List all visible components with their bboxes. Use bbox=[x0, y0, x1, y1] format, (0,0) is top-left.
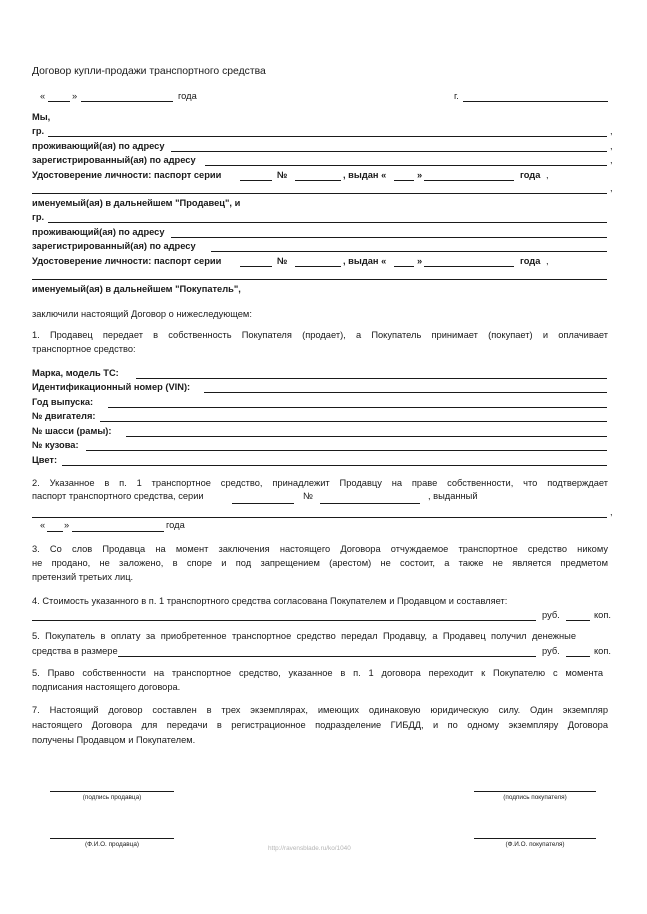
vehicle-year-field[interactable] bbox=[108, 407, 607, 408]
seller-name-comma: , bbox=[610, 126, 613, 136]
pts-date-month-field[interactable] bbox=[72, 531, 164, 532]
seller-named-label: именуемый(ая) в дальнейшем "Продавец", и bbox=[32, 198, 241, 208]
city-field[interactable] bbox=[463, 101, 608, 102]
seller-issued-year-label: года bbox=[520, 170, 541, 180]
seller-registered-label: зарегистрированный(ая) по адресу bbox=[32, 155, 196, 165]
vehicle-color-field[interactable] bbox=[62, 465, 607, 466]
buyer-issued-month-field[interactable] bbox=[424, 266, 514, 267]
vehicle-vin-label: Идентификационный номер (VIN): bbox=[32, 382, 191, 392]
buyer-passport-number-field[interactable] bbox=[295, 266, 341, 267]
seller-name-field[interactable] bbox=[48, 136, 607, 137]
concluded-text: заключили настоящий Договор о нижеследующем: bbox=[32, 309, 252, 319]
seller-registered-field[interactable] bbox=[205, 165, 607, 166]
clause-1-line-2: транспортное средство: bbox=[32, 344, 136, 354]
buyer-registered-label: зарегистрированный(ая) по адресу bbox=[32, 241, 196, 251]
buyer-residing-label: проживающий(ая) по адресу bbox=[32, 227, 165, 237]
clause-5-line-1: 5. Покупатель в оплату за приобретенное транспортное средство передал Продавцу, а Продавец получил денежные bbox=[32, 631, 576, 641]
seller-residing-comma: , bbox=[610, 141, 613, 151]
buyer-passport-series-field[interactable] bbox=[240, 266, 272, 267]
buyer-citizen-label: гр. bbox=[32, 212, 45, 222]
clause-5-line-2: средства в размере bbox=[32, 646, 118, 656]
vehicle-engine-label: № двигателя: bbox=[32, 411, 96, 421]
date-year-label: года bbox=[178, 91, 197, 101]
clause-6-line-2: подписания настоящего договора. bbox=[32, 682, 181, 692]
buyer-issued-day-field[interactable] bbox=[394, 266, 414, 267]
seller-registered-comma: , bbox=[610, 155, 613, 165]
buyer-residing-field[interactable] bbox=[171, 237, 607, 238]
buyer-issued-by-field[interactable] bbox=[32, 279, 607, 280]
buyer-issued-quote-close: » bbox=[417, 256, 423, 266]
clause-7-line-1: 7. Настоящий договор составлен в трех экземплярах, имеющих одинаковую юридическую силу. Один экземпляр bbox=[32, 705, 608, 715]
seller-passport-label: Удостоверение личности: паспорт серии bbox=[32, 170, 222, 180]
pts-number-sign: № bbox=[303, 491, 313, 501]
buyer-signature-field[interactable] bbox=[474, 791, 596, 792]
buyer-signature-caption: (подпись покупателя) bbox=[503, 794, 567, 801]
pts-date-quote-close: » bbox=[64, 520, 70, 530]
pts-date-quote-open: « bbox=[40, 520, 46, 530]
clause-3-line-1: 3. Со слов Продавца на момент заключения настоящего Договора отчуждаемое транспортное средство никому bbox=[32, 544, 608, 554]
paid-kop-label: коп. bbox=[594, 646, 611, 656]
buyer-passport-number-sign: № bbox=[277, 256, 288, 266]
buyer-registered-field[interactable] bbox=[211, 251, 607, 252]
clause-1-line-1: 1. Продавец передает в собственность Покупателя (продает), а Покупатель принимает (покупает) и оплачивает bbox=[32, 330, 608, 340]
date-quote-open: « bbox=[40, 91, 46, 101]
clause-2-pts-label: паспорт транспортного средства, серии bbox=[32, 491, 204, 501]
buyer-named-label: именуемый(ая) в дальнейшем "Покупатель", bbox=[32, 284, 241, 294]
vehicle-color-label: Цвет: bbox=[32, 455, 58, 465]
clause-3-line-2: не продано, не заложено, в споре и под запрещением (арестом) не состоит, а также не является предметом bbox=[32, 558, 608, 568]
pts-date-day-field[interactable] bbox=[47, 531, 63, 532]
seller-issued-comma: , bbox=[546, 170, 549, 180]
buyer-issued-comma: , bbox=[546, 256, 549, 266]
pts-issued-label: , выданный bbox=[428, 491, 478, 501]
vehicle-body-label: № кузова: bbox=[32, 440, 79, 450]
vehicle-vin-field[interactable] bbox=[204, 392, 607, 393]
we-label: Мы, bbox=[32, 112, 51, 122]
pts-series-field[interactable] bbox=[232, 503, 294, 504]
date-day-field[interactable] bbox=[48, 101, 70, 102]
clause-6-line-1: 5. Право собственности на транспортное средство, указанное в п. 1 договора переходит к Покупателю с момента bbox=[32, 668, 603, 678]
clause-2-line-1: 2. Указанное в п. 1 транспортное средство, принадлежит Продавцу на праве собственности, что подтверждает bbox=[32, 478, 608, 488]
price-kop-field[interactable] bbox=[566, 620, 590, 621]
seller-fullname-caption: (Ф.И.О. продавца) bbox=[84, 841, 140, 848]
watermark-url: http://ravensblade.ru/ko/1040 bbox=[268, 845, 351, 852]
price-rub-label: руб. bbox=[542, 610, 560, 620]
buyer-passport-label: Удостоверение личности: паспорт серии bbox=[32, 256, 222, 266]
price-rub-field[interactable] bbox=[32, 620, 536, 621]
pts-issued-by-field[interactable] bbox=[32, 517, 607, 518]
buyer-fullname-caption: (Ф.И.О. покупателя) bbox=[505, 841, 565, 848]
seller-issued-by-comma: , bbox=[610, 183, 613, 193]
paid-rub-label: руб. bbox=[542, 646, 560, 656]
seller-fullname-field[interactable] bbox=[50, 838, 174, 839]
clause-4-line-1: 4. Стоимость указанного в п. 1 транспортного средства согласована Покупателем и Продавцом и составляет: bbox=[32, 596, 508, 606]
pts-issued-by-comma: , bbox=[610, 507, 613, 517]
vehicle-chassis-label: № шасси (рамы): bbox=[32, 426, 112, 436]
city-label: г. bbox=[454, 91, 459, 101]
vehicle-body-field[interactable] bbox=[86, 450, 607, 451]
vehicle-make-field[interactable] bbox=[136, 378, 607, 379]
seller-issued-month-field[interactable] bbox=[424, 180, 514, 181]
buyer-fullname-field[interactable] bbox=[474, 838, 596, 839]
seller-issued-by-field[interactable] bbox=[32, 193, 607, 194]
paid-rub-field[interactable] bbox=[118, 656, 536, 657]
buyer-name-field[interactable] bbox=[48, 222, 607, 223]
seller-citizen-label: гр. bbox=[32, 126, 45, 136]
seller-signature-field[interactable] bbox=[50, 791, 174, 792]
seller-residing-label: проживающий(ая) по адресу bbox=[32, 141, 165, 151]
vehicle-chassis-field[interactable] bbox=[126, 436, 607, 437]
date-month-field[interactable] bbox=[81, 101, 173, 102]
buyer-issued-year-label: года bbox=[520, 256, 541, 266]
seller-signature-caption: (подпись продавца) bbox=[82, 794, 142, 801]
date-quote-close: » bbox=[72, 91, 78, 101]
paid-kop-field[interactable] bbox=[566, 656, 590, 657]
seller-passport-number-sign: № bbox=[277, 170, 288, 180]
seller-issued-label: , выдан « bbox=[343, 170, 387, 180]
seller-issued-day-field[interactable] bbox=[394, 180, 414, 181]
buyer-issued-label: , выдан « bbox=[343, 256, 387, 266]
vehicle-year-label: Год выпуска: bbox=[32, 397, 94, 407]
seller-residing-field[interactable] bbox=[171, 151, 607, 152]
seller-passport-series-field[interactable] bbox=[240, 180, 272, 181]
clause-7-line-3: получены Продавцом и Покупателем. bbox=[32, 735, 196, 745]
clause-7-line-2: настоящего Договора для передачи в регистрационное подразделение ГИБДД, и по одному экземпляру Договора bbox=[32, 720, 608, 730]
document-title: Договор купли-продажи транспортного средства bbox=[32, 66, 266, 77]
clause-3-line-3: претензий третьих лиц. bbox=[32, 572, 134, 582]
pts-number-field[interactable] bbox=[320, 503, 420, 504]
pts-date-year-label: года bbox=[166, 520, 185, 530]
vehicle-make-label: Марка, модель ТС: bbox=[32, 368, 119, 378]
price-kop-label: коп. bbox=[594, 610, 611, 620]
seller-issued-quote-close: » bbox=[417, 170, 423, 180]
seller-passport-number-field[interactable] bbox=[295, 180, 341, 181]
vehicle-engine-field[interactable] bbox=[100, 421, 607, 422]
